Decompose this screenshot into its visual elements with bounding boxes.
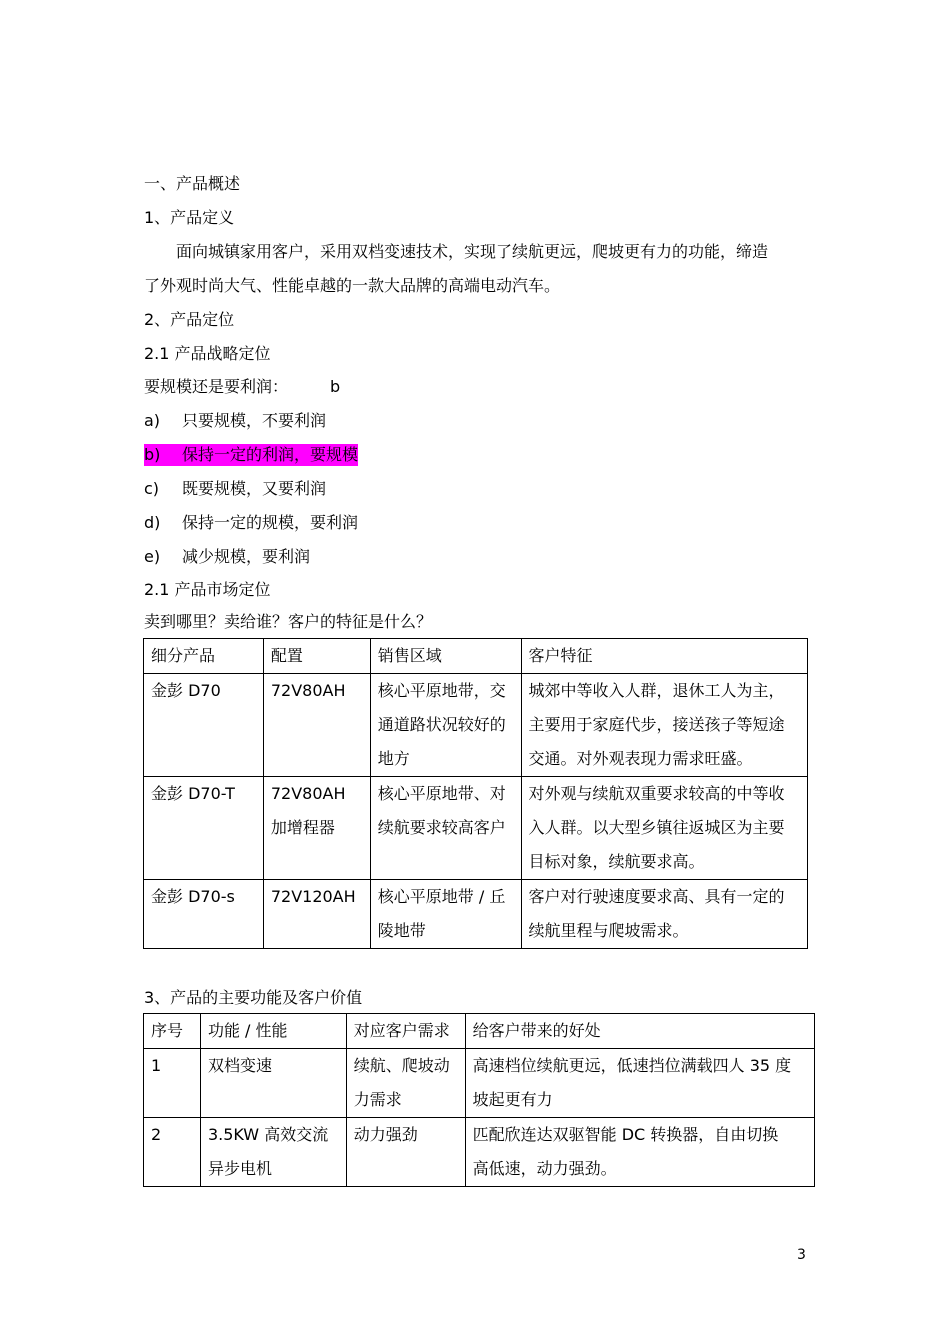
need-cell: [346, 1049, 465, 1118]
question-answer: b: [330, 377, 341, 396]
definition-paragraph-line: 面向城镇家用客户，采用双档变速技术，实现了续航更远，爬坡更有力的功能，缔造: [176, 242, 769, 261]
cell-line: 高速档位续航更远，低速挡位满载四人 35 度: [472, 1056, 792, 1075]
page-number: 3: [797, 1247, 806, 1263]
cell-line: 坡起更有力: [472, 1090, 553, 1109]
feature-cell: [200, 1118, 346, 1187]
option-item: [144, 410, 326, 432]
cell-line: 交通。对外观表现力需求旺盛。: [528, 749, 753, 768]
number-cell: 1: [144, 1049, 201, 1118]
table-row: [144, 1118, 815, 1187]
strategy-question: [144, 376, 340, 398]
product-cell: 金彭 D70-s: [144, 880, 264, 949]
product-cell: 金彭 D70-T: [144, 777, 264, 880]
cell-line: 双档变速: [207, 1056, 272, 1075]
subsection-title: 2.1 产品市场定位: [144, 580, 271, 599]
option-item: [144, 478, 326, 500]
market-question: 卖到哪里？卖给谁？客户的特征是什么？: [144, 612, 433, 631]
cell-line: 续航里程与爬坡需求。: [528, 921, 689, 940]
table-header-cell: 序号: [144, 1014, 201, 1049]
section-title: 一、产品概述: [144, 174, 241, 193]
cell-line: 72V120AH: [270, 887, 356, 906]
cell-line: 核心平原地带，交: [377, 681, 506, 700]
option-letter: b): [144, 445, 161, 464]
table-header-cell: 细分产品: [144, 639, 264, 674]
cell-line: 核心平原地带 / 丘: [377, 887, 506, 906]
cell-line: 加增程器: [270, 818, 335, 837]
cell-line: 对外观与续航双重要求较高的中等收: [528, 784, 785, 803]
cell-line: 续航、爬坡动: [353, 1056, 450, 1075]
option-text: 保持一定的利润，要规模: [182, 445, 359, 464]
option-text: 只要规模，不要利润: [182, 411, 327, 430]
table-header-cell: 客户特征: [521, 639, 807, 674]
region-cell: [370, 880, 521, 949]
cell-line: 匹配欣连达双驱智能 DC 转换器，自由切换: [472, 1125, 779, 1144]
option-item: [144, 546, 310, 568]
customer-cell: [521, 880, 807, 949]
cell-line: 力需求: [353, 1090, 402, 1109]
table-row: [144, 674, 808, 777]
cell-line: 入人群。以大型乡镇往返城区为主要: [528, 818, 785, 837]
feature-cell: [200, 1049, 346, 1118]
question-label: 要规模还是要利润：: [144, 377, 289, 396]
option-item-highlighted: [144, 444, 358, 466]
table-row: [144, 880, 808, 949]
customer-cell: [521, 777, 807, 880]
cell-line: 异步电机: [207, 1159, 272, 1178]
cell-line: 核心平原地带、对: [377, 784, 506, 803]
definition-paragraph-line: 了外观时尚大气、性能卓越的一款大品牌的高端电动汽车。: [144, 276, 561, 295]
option-text: 保持一定的规模，要利润: [182, 513, 359, 532]
benefit-cell: [465, 1118, 814, 1187]
option-letter: e): [144, 547, 161, 566]
cell-line: 高低速，动力强劲。: [472, 1159, 617, 1178]
cell-line: 主要用于家庭代步，接送孩子等短途: [528, 715, 785, 734]
table-header-cell: 销售区域: [370, 639, 521, 674]
cell-line: 客户对行驶速度要求高、具有一定的: [528, 887, 785, 906]
table-header-row: [144, 1014, 815, 1049]
option-letter: d): [144, 513, 161, 532]
region-cell: [370, 674, 521, 777]
number-cell: 2: [144, 1118, 201, 1187]
benefit-cell: [465, 1049, 814, 1118]
subsection-title: 1、产品定义: [144, 208, 235, 227]
option-text: 减少规模，要利润: [182, 547, 311, 566]
table-header-cell: 功能 / 性能: [200, 1014, 346, 1049]
cell-line: 续航要求较高客户: [377, 818, 506, 837]
table-header-cell: 给客户带来的好处: [465, 1014, 814, 1049]
customer-cell: [521, 674, 807, 777]
table-header-row: [144, 639, 808, 674]
table-row: [144, 1049, 815, 1118]
market-positioning-table: [143, 638, 808, 949]
cell-line: 动力强劲: [353, 1125, 418, 1144]
cell-line: 陵地带: [377, 921, 426, 940]
config-cell: [263, 777, 370, 880]
cell-line: 72V80AH: [270, 681, 346, 700]
product-cell: 金彭 D70: [144, 674, 264, 777]
features-value-table: [143, 1013, 815, 1187]
config-cell: [263, 674, 370, 777]
table-header-cell: 配置: [263, 639, 370, 674]
table-row: [144, 777, 808, 880]
region-cell: [370, 777, 521, 880]
subsection-title: 2.1 产品战略定位: [144, 344, 271, 363]
option-text: 既要规模，又要利润: [182, 479, 327, 498]
cell-line: 城郊中等收入人群，退休工人为主，: [528, 681, 785, 700]
cell-line: 3.5KW 高效交流: [207, 1125, 329, 1144]
table-header-cell: 对应客户需求: [346, 1014, 465, 1049]
need-cell: [346, 1118, 465, 1187]
subsection-title: 2、产品定位: [144, 310, 235, 329]
subsection-title: 3、产品的主要功能及客户价值: [144, 988, 363, 1007]
option-letter: c): [144, 479, 160, 498]
cell-line: 通道路状况较好的: [377, 715, 506, 734]
option-item: [144, 512, 358, 534]
option-letter: a): [144, 411, 161, 430]
cell-line: 目标对象，续航要求高。: [528, 852, 705, 871]
config-cell: [263, 880, 370, 949]
cell-line: 地方: [377, 749, 410, 768]
cell-line: 72V80AH: [270, 784, 346, 803]
